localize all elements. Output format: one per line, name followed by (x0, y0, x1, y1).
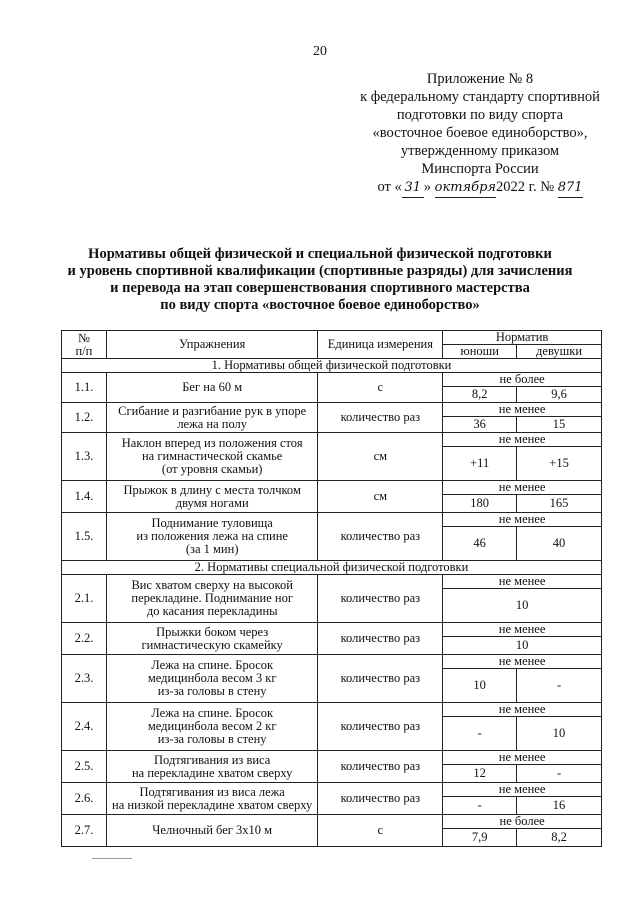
row-exercise: Подтягивания из виса на перекладине хватом сверху (106, 751, 318, 783)
value-boys: 180 (443, 495, 517, 513)
row-criterion: не менее (443, 575, 602, 589)
title-line: и уровень спортивной квалификации (спортивные разряды) для зачисления (67, 263, 573, 279)
row-number: 2.2. (62, 623, 107, 655)
value-girls: 165 (517, 495, 602, 513)
table-row (62, 403, 602, 417)
row-number: 2.5. (62, 751, 107, 783)
row-unit: количество раз (318, 655, 443, 703)
header-norm: Норматив (443, 331, 602, 345)
row-unit: см (318, 433, 443, 481)
section-header-row (62, 359, 602, 373)
table-row (62, 433, 602, 447)
row-exercise: Прыжок в длину с места толчком двумя ногами (106, 481, 318, 513)
value-boys: 12 (443, 765, 517, 783)
row-exercise: Челночный бег 3х10 м (106, 815, 318, 847)
row-criterion: не менее (443, 513, 602, 527)
value-boys: - (443, 797, 517, 815)
value-girls: - (517, 669, 602, 703)
row-criterion: не более (443, 815, 602, 829)
value-boys: - (443, 717, 517, 751)
row-number: 1.1. (62, 373, 107, 403)
row-criterion: не более (443, 373, 602, 387)
title-line: Нормативы общей физической и специальной физической подготовки (88, 246, 552, 262)
appendix-line: Минспорта России (421, 161, 539, 177)
row-number: 2.4. (62, 703, 107, 751)
row-criterion: не менее (443, 403, 602, 417)
header-girls: девушки (517, 345, 602, 359)
row-exercise: Лежа на спине. Бросок медицинбола весом 3 кг из-за головы в стену (106, 655, 318, 703)
row-exercise: Вис хватом сверху на высокой перекладине. Поднимание ног до касания перекладины (106, 575, 318, 623)
table-row (62, 373, 602, 387)
row-unit: количество раз (318, 403, 443, 433)
row-exercise: Прыжки боком через гимнастическую скамейку (106, 623, 318, 655)
row-number: 1.3. (62, 433, 107, 481)
row-unit: количество раз (318, 751, 443, 783)
appendix-block (345, 70, 615, 198)
value-boys: 7,9 (443, 829, 517, 847)
appendix-line: к федеральному стандарту спортивной (360, 89, 600, 105)
section-title: 2. Нормативы специальной физической подготовки (62, 561, 602, 575)
value-girls: 9,6 (517, 387, 602, 403)
row-unit: количество раз (318, 575, 443, 623)
value-girls: 10 (517, 717, 602, 751)
table-row (62, 623, 602, 637)
header-exercise: Упражнения (106, 331, 318, 359)
row-unit: количество раз (318, 623, 443, 655)
row-unit: количество раз (318, 703, 443, 751)
table-row (62, 513, 602, 527)
row-unit: количество раз (318, 783, 443, 815)
row-exercise: Наклон вперед из положения стоя на гимнастической скамье (от уровня скамьи) (106, 433, 318, 481)
appendix-line: Приложение № 8 (426, 71, 534, 87)
table-row (62, 751, 602, 765)
row-number: 2.3. (62, 655, 107, 703)
title-line: и перевода на этап совершенствования спортивного мастерства (110, 280, 530, 296)
row-criterion: не менее (443, 783, 602, 797)
row-exercise: Поднимание туловища из положения лежа на спине (за 1 мин) (106, 513, 318, 561)
row-number: 1.2. (62, 403, 107, 433)
value-boys: 46 (443, 527, 517, 561)
year-text: 2022 г. № (496, 179, 555, 195)
header-num: № п/п (62, 331, 107, 359)
value-girls: 15 (517, 417, 602, 433)
row-exercise: Лежа на спине. Бросок медицинбола весом 2 кг из-за головы в стену (106, 703, 318, 751)
row-number: 2.6. (62, 783, 107, 815)
row-unit: количество раз (318, 513, 443, 561)
row-criterion: не менее (443, 703, 602, 717)
date-mid: » (423, 179, 432, 195)
value-girls: - (517, 765, 602, 783)
row-criterion: не менее (443, 481, 602, 495)
row-number: 2.1. (62, 575, 107, 623)
value-boys: 10 (443, 669, 517, 703)
norms-table (61, 330, 602, 847)
appendix-line: подготовки по виду спорта (396, 107, 564, 123)
page-number: 20 (313, 44, 327, 59)
document-title (60, 246, 580, 314)
row-criterion: не менее (443, 433, 602, 447)
appendix-line: утвержденному приказом (400, 143, 560, 159)
row-unit: с (318, 815, 443, 847)
order-date-line (345, 178, 615, 198)
section-title: 1. Нормативы общей физической подготовки (62, 359, 602, 373)
row-exercise: Бег на 60 м (106, 373, 318, 403)
section-header-row (62, 561, 602, 575)
date-prefix: от « (377, 179, 402, 195)
table-row (62, 481, 602, 495)
row-criterion: не менее (443, 751, 602, 765)
header-boys: юноши (443, 345, 517, 359)
row-unit: см (318, 481, 443, 513)
handwritten-day: 31 (402, 179, 424, 198)
row-criterion: не менее (443, 655, 602, 669)
header-unit: Единица измерения (318, 331, 443, 359)
handwritten-month: октября (435, 179, 496, 198)
title-line: по виду спорта «восточное боевое единоборство» (160, 297, 480, 313)
value-both: 10 (443, 637, 602, 655)
value-both: 10 (443, 589, 602, 623)
value-boys: +11 (443, 447, 517, 481)
row-number: 1.4. (62, 481, 107, 513)
value-girls: +15 (517, 447, 602, 481)
table-row (62, 815, 602, 829)
handwritten-order-number: 871 (558, 179, 583, 198)
value-girls: 16 (517, 797, 602, 815)
row-number: 2.7. (62, 815, 107, 847)
table-row (62, 783, 602, 797)
table-row (62, 703, 602, 717)
row-exercise: Подтягивания из виса лежа на низкой перекладине хватом сверху (106, 783, 318, 815)
row-number: 1.5. (62, 513, 107, 561)
value-girls: 8,2 (517, 829, 602, 847)
value-boys: 8,2 (443, 387, 517, 403)
row-exercise: Сгибание и разгибание рук в упоре лежа на полу (106, 403, 318, 433)
table-row (62, 655, 602, 669)
table-row (62, 575, 602, 589)
appendix-line: «восточное боевое единоборство», (372, 125, 588, 141)
bottom-line (92, 858, 132, 859)
row-criterion: не менее (443, 623, 602, 637)
value-boys: 36 (443, 417, 517, 433)
row-unit: с (318, 373, 443, 403)
value-girls: 40 (517, 527, 602, 561)
